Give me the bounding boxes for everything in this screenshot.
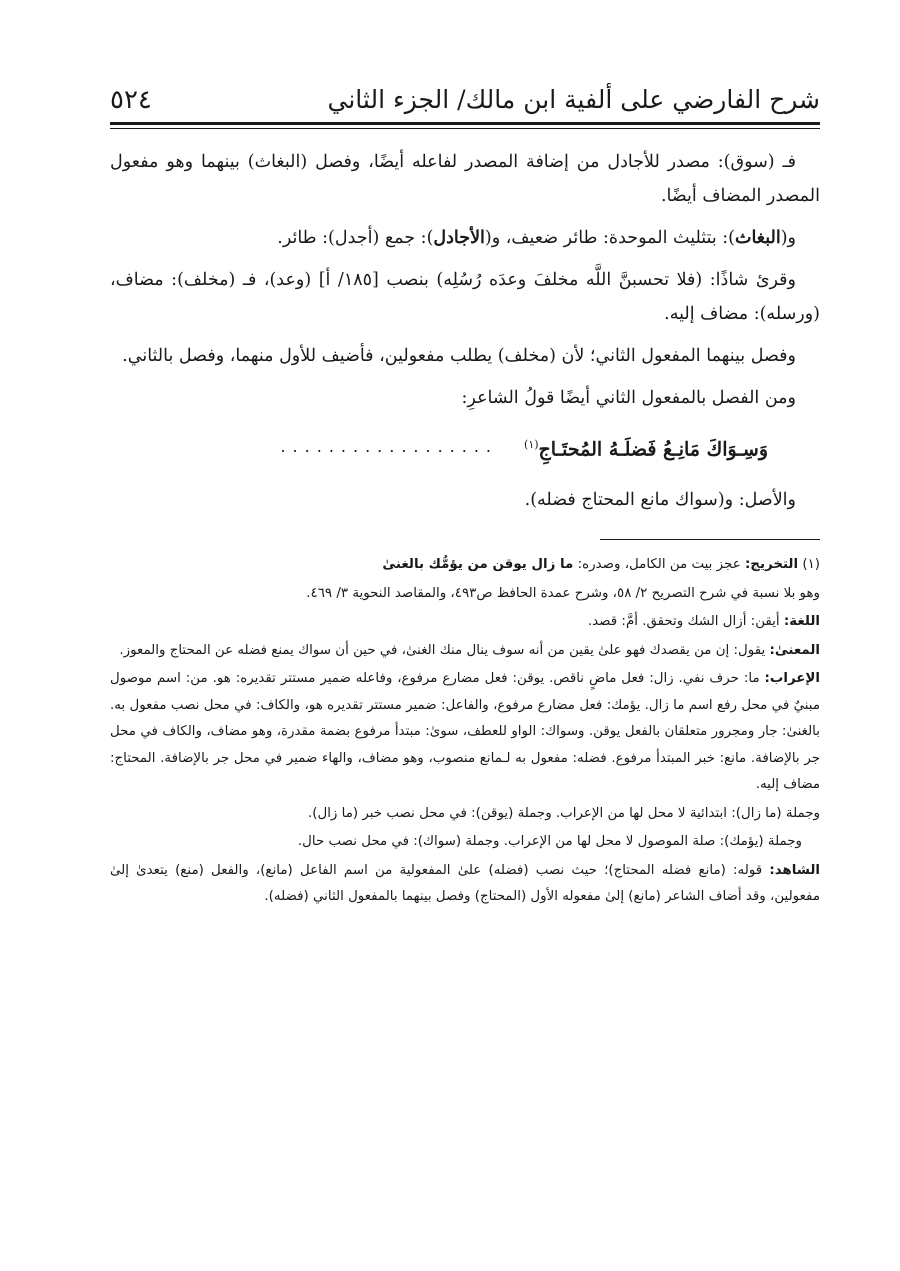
footnote-irab [110, 666, 820, 799]
header-rule-thick [110, 122, 820, 125]
p2-mid: ): بتثليث الموحدة: طائر ضعيف، و( [484, 228, 735, 248]
page-header [110, 70, 820, 120]
shahid-label: الشاهد: [769, 862, 820, 878]
footnote-sources: وهو بلا نسبة في شرح التصريح ٢/ ٥٨، وشرح عمدة الحافظ ص٤٩٣، والمقاصد النحوية ٣/ ٤٦٩. [306, 585, 820, 601]
lugha-label: اللغة: [783, 614, 820, 630]
paragraph-2 [110, 221, 820, 255]
footnote-lugha [110, 609, 820, 636]
lugha-text: أيقن: أزال الشك وتحقق. أمَّ: قصد. [587, 614, 780, 630]
verse-footnote-marker: (١) [524, 438, 539, 451]
running-title: شرح الفارضي على ألفية ابن مالك/ الجزء الثاني [327, 85, 820, 114]
main-text [110, 145, 820, 517]
footnotes [110, 552, 820, 911]
takhrij-text: عجز بيت من الكامل، وصدره: [577, 557, 741, 573]
verse-hemistich [524, 425, 768, 469]
verse-text: وَسِـوَاكَ مَانِـعُ فَضلَـهُ المُحتَـاجِ [538, 438, 768, 461]
paragraph-5: ومن الفصل بالمفعول الثاني أيضًا قولُ الشاعرِ: [461, 388, 796, 408]
poetry-verse [110, 425, 820, 469]
irab-label: الإعراب: [764, 671, 820, 687]
book-page [110, 70, 820, 1220]
page-number: ٥٢٤ [110, 85, 152, 115]
header-rule-thin [110, 128, 820, 129]
mana-label: المعنىٰ: [769, 642, 820, 658]
takhrij-verse: ما زال يوقن من يؤمُّك بالغنىٰ [382, 557, 574, 573]
term-bughath: البغاث [734, 228, 781, 248]
footnote-takhrij [110, 552, 820, 579]
verse-ellipsis: .................. [280, 437, 499, 457]
paragraph-1: فـ (سوق): مصدر للأجادل من إضافة المصدر لفاعله أيضًا، وفصل (البغاث) بينهما وهو مفعول المصدر المضاف أيضًا. [110, 152, 820, 206]
term-ajadil: الأجادل [433, 228, 485, 248]
p2-lead: و( [780, 228, 796, 248]
footnote-mana [110, 638, 820, 665]
shahid-text: قوله: (مانع فضله المحتاج)؛ حيث نصب (فضله) علىٰ المفعولية من اسم الفاعل (مانع)، والفعل (منع) يتعدىٰ إلىٰ مفعولين، وقد أضاف الشاعر (مانع) إلىٰ مفعوله الأول (المحتاج) وفصل بينهما بالمفعول الثاني (فضله). [110, 862, 820, 905]
paragraph-3: وقرئ شاذًا: (فلا تحسبنَّ اللَّه مخلفَ وعدَه رُسُلِه) بنصب [١٨٥/ أ] (وعد)، فـ (مخلف): مضاف، (ورسله): مضاف إليه. [110, 270, 820, 324]
footnote-jumla-2: وجملة (يؤمك): صلة الموصول لا محل لها من الإعراب. وجملة (سواك): في محل نصب حال. [297, 834, 802, 850]
takhrij-label: التخريج: [744, 557, 799, 573]
paragraph-4: وفصل بينهما المفعول الثاني؛ لأن (مخلف) يطلب مفعولين، فأضيف للأول منهما، وفصل بالثاني. [122, 346, 796, 366]
paragraph-6: والأصل: و(سواك مانع المحتاج فضله). [524, 490, 796, 511]
irab-text: ما: حرف نفي. زال: فعل ماضٍ ناقص. يوقن: فعل مضارع مرفوع، وفاعله ضمير مستتر تقديره: هو. من: اسم موصول مبنيٌ في محل رفع اسم ما زال. يؤمك: فعل مضارع مرفوع، والفاعل: ضمير مستتر تقديره هو، والكاف: في محل نصب مفعول به. بالغنىٰ: جار ومجرور متعلقان بالفعل يوقن. وسواك: الواو للعطف، سوىٰ: مبتدأ مرفوع بضمة مقدرة، وهو مضاف، والكاف في محل جر بالإضافة. مانع: خبر المبتدأ مرفوع. فضله: مفعول به لـمانع منصوب، وهو مضاف، والهاء ضمير في محل جر بالإضافة. المحتاج: مضاف إليه. [110, 671, 820, 793]
footnote-separator [600, 539, 820, 540]
footnote-jumla-1: وجملة (ما زال): ابتدائية لا محل لها من الإعراب. وجملة (يوقن): في محل نصب خبر (ما زال). [307, 805, 820, 821]
footnote-shahid [110, 858, 820, 911]
footnote-number: (١) [802, 557, 820, 573]
mana-text: يقول: إن من يقصدك فهو علىٰ يقين من أنه سوف ينال منك الغنىٰ، في حين أن سواك يمنع فضله عن المحتاج والمعوز. [119, 642, 766, 658]
p2-end: ): جمع (أجدل): طائر. [277, 228, 434, 248]
